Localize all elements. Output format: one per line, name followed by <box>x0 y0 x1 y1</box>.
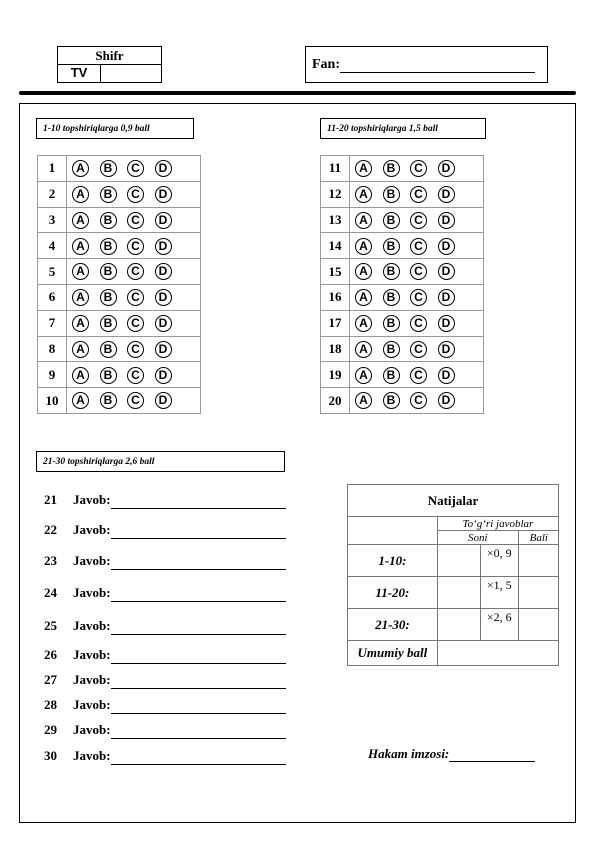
option-bubble-c[interactable]: C <box>410 212 427 229</box>
option-bubble-d[interactable]: D <box>438 392 455 409</box>
mc-grid-1-10 <box>37 155 201 414</box>
option-bubble-b[interactable]: B <box>383 160 400 177</box>
option-bubble-d[interactable]: D <box>438 238 455 255</box>
result-row-cells <box>437 609 518 641</box>
question-row <box>321 362 484 388</box>
subject-box <box>305 46 548 83</box>
option-bubble-b[interactable]: B <box>383 212 400 229</box>
answer-options <box>350 310 484 336</box>
option-bubble-d[interactable]: D <box>155 238 172 255</box>
answer-field[interactable] <box>111 621 286 635</box>
answer-number: 23 <box>44 553 57 568</box>
option-bubble-a[interactable]: A <box>355 238 372 255</box>
cipher-tv-label: TV <box>58 64 101 82</box>
option-bubble-d[interactable]: D <box>438 289 455 306</box>
answer-field[interactable] <box>111 588 286 602</box>
question-number: 20 <box>321 388 350 414</box>
question-number: 3 <box>38 207 67 233</box>
question-number: 19 <box>321 362 350 388</box>
option-bubble-d[interactable]: D <box>438 263 455 280</box>
option-bubble-a[interactable]: A <box>72 186 89 203</box>
answer-label: Javob: <box>73 618 111 633</box>
question-number: 14 <box>321 233 350 259</box>
option-bubble-b[interactable]: B <box>383 289 400 306</box>
answer-options <box>67 336 201 362</box>
answer-options <box>350 388 484 414</box>
question-row <box>38 207 201 233</box>
question-number: 17 <box>321 310 350 336</box>
judge-signature <box>368 746 535 762</box>
option-bubble-c[interactable]: C <box>127 238 144 255</box>
multiplier: ×2, 6 <box>486 610 512 624</box>
question-number: 16 <box>321 284 350 310</box>
question-row <box>38 259 201 285</box>
option-bubble-b[interactable]: B <box>383 315 400 332</box>
option-bubble-d[interactable]: D <box>438 315 455 332</box>
count-header: Soni <box>437 531 518 545</box>
option-bubble-d[interactable]: D <box>155 341 172 358</box>
option-bubble-b[interactable]: B <box>383 263 400 280</box>
option-bubble-d[interactable]: D <box>155 212 172 229</box>
answer-row <box>44 646 286 664</box>
cipher-box <box>57 46 162 83</box>
option-bubble-b[interactable]: B <box>100 315 117 332</box>
option-bubble-a[interactable]: A <box>72 367 89 384</box>
question-number: 10 <box>38 388 67 414</box>
option-bubble-b[interactable]: B <box>383 186 400 203</box>
answer-options <box>350 207 484 233</box>
option-bubble-c[interactable]: C <box>127 186 144 203</box>
answer-number: 26 <box>44 647 57 662</box>
option-bubble-d[interactable]: D <box>438 212 455 229</box>
answer-label: Javob: <box>73 647 111 662</box>
answer-row <box>44 521 286 539</box>
answer-options <box>350 181 484 207</box>
answer-row <box>44 696 286 714</box>
multiplier: ×1, 5 <box>486 578 512 592</box>
question-number: 12 <box>321 181 350 207</box>
option-bubble-c[interactable]: C <box>410 315 427 332</box>
mc-grid-11-20 <box>320 155 484 414</box>
answer-number: 21 <box>44 492 57 507</box>
answer-options <box>350 259 484 285</box>
option-bubble-d[interactable]: D <box>155 263 172 280</box>
subject-field[interactable] <box>340 60 535 73</box>
option-bubble-b[interactable]: B <box>100 367 117 384</box>
answer-label: Javob: <box>73 522 111 537</box>
option-bubble-b[interactable]: B <box>383 238 400 255</box>
question-number: 2 <box>38 181 67 207</box>
header-divider <box>19 91 576 95</box>
answer-row <box>44 747 286 765</box>
answer-options <box>67 207 201 233</box>
question-number: 18 <box>321 336 350 362</box>
score-cell[interactable] <box>518 577 558 609</box>
option-bubble-c[interactable]: C <box>127 160 144 177</box>
option-bubble-a[interactable]: A <box>72 263 89 280</box>
option-bubble-a[interactable]: A <box>355 263 372 280</box>
question-row <box>321 207 484 233</box>
option-bubble-b[interactable]: B <box>383 341 400 358</box>
option-bubble-a[interactable]: A <box>355 341 372 358</box>
answer-options <box>350 284 484 310</box>
judge-signature-field[interactable] <box>449 748 535 762</box>
question-row <box>38 310 201 336</box>
answer-number: 24 <box>44 585 57 600</box>
option-bubble-c[interactable]: C <box>410 341 427 358</box>
question-row <box>321 388 484 414</box>
question-row <box>38 362 201 388</box>
score-cell[interactable] <box>518 545 558 577</box>
result-row-cells <box>437 577 518 609</box>
answer-number: 28 <box>44 697 57 712</box>
answer-row <box>44 671 286 689</box>
question-number: 7 <box>38 310 67 336</box>
answer-field[interactable] <box>111 751 286 765</box>
answer-options <box>67 388 201 414</box>
option-bubble-a[interactable]: A <box>355 212 372 229</box>
option-bubble-a[interactable]: A <box>72 212 89 229</box>
answer-row <box>44 617 286 635</box>
option-bubble-a[interactable]: A <box>355 186 372 203</box>
option-bubble-a[interactable]: A <box>72 160 89 177</box>
question-row <box>38 233 201 259</box>
option-bubble-c[interactable]: C <box>127 212 144 229</box>
question-number: 1 <box>38 156 67 182</box>
option-bubble-d[interactable]: D <box>438 367 455 384</box>
answer-options <box>67 259 201 285</box>
answer-number: 25 <box>44 618 57 633</box>
answer-field[interactable] <box>111 525 286 539</box>
option-bubble-b[interactable]: B <box>100 212 117 229</box>
answer-options <box>350 362 484 388</box>
option-bubble-b[interactable]: B <box>100 238 117 255</box>
option-bubble-d[interactable]: D <box>155 186 172 203</box>
option-bubble-a[interactable]: A <box>72 392 89 409</box>
question-number: 13 <box>321 207 350 233</box>
answer-field[interactable] <box>111 495 286 509</box>
answer-options <box>67 362 201 388</box>
option-bubble-b[interactable]: B <box>100 186 117 203</box>
option-bubble-c[interactable]: C <box>127 315 144 332</box>
result-row-cells <box>437 545 518 577</box>
option-bubble-c[interactable]: C <box>127 341 144 358</box>
option-bubble-c[interactable]: C <box>127 289 144 306</box>
answer-label: Javob: <box>73 697 111 712</box>
section-1-label: 1-10 topshiriqlarga 0,9 ball <box>36 118 194 139</box>
option-bubble-a[interactable]: A <box>72 289 89 306</box>
multiplier: ×0, 9 <box>486 546 512 560</box>
option-bubble-b[interactable]: B <box>100 160 117 177</box>
answer-options <box>67 310 201 336</box>
option-bubble-c[interactable]: C <box>410 263 427 280</box>
section-3-label: 21-30 topshiriqlarga 2,6 ball <box>36 451 285 472</box>
answer-field[interactable] <box>111 700 286 714</box>
result-row-label: 1-10: <box>348 545 438 577</box>
question-row <box>321 310 484 336</box>
question-number: 6 <box>38 284 67 310</box>
answer-label: Javob: <box>73 748 111 763</box>
option-bubble-a[interactable]: A <box>355 315 372 332</box>
question-row <box>38 156 201 182</box>
cipher-title: Shifr <box>58 47 161 65</box>
question-number: 11 <box>321 156 350 182</box>
option-bubble-b[interactable]: B <box>100 263 117 280</box>
option-bubble-a[interactable]: A <box>355 160 372 177</box>
judge-signature-label: Hakam imzosi: <box>368 746 450 761</box>
question-row <box>321 336 484 362</box>
option-bubble-d[interactable]: D <box>155 315 172 332</box>
question-row <box>38 284 201 310</box>
answer-row <box>44 721 286 739</box>
option-bubble-d[interactable]: D <box>155 160 172 177</box>
option-bubble-c[interactable]: C <box>410 367 427 384</box>
question-row <box>38 181 201 207</box>
answer-number: 29 <box>44 722 57 737</box>
option-bubble-c[interactable]: C <box>410 392 427 409</box>
answer-field[interactable] <box>111 725 286 739</box>
answer-row <box>44 491 286 509</box>
answer-field[interactable] <box>111 556 286 570</box>
option-bubble-d[interactable]: D <box>155 392 172 409</box>
option-bubble-c[interactable]: C <box>127 263 144 280</box>
option-bubble-a[interactable]: A <box>72 238 89 255</box>
option-bubble-b[interactable]: B <box>383 367 400 384</box>
option-bubble-b[interactable]: B <box>100 289 117 306</box>
question-number: 8 <box>38 336 67 362</box>
answer-label: Javob: <box>73 672 111 687</box>
answer-row <box>44 552 286 570</box>
question-row <box>321 284 484 310</box>
option-bubble-c[interactable]: C <box>410 238 427 255</box>
option-bubble-b[interactable]: B <box>100 341 117 358</box>
option-bubble-b[interactable]: B <box>383 392 400 409</box>
results-table <box>347 484 559 666</box>
answer-number: 30 <box>44 748 57 763</box>
answer-field[interactable] <box>111 675 286 689</box>
option-bubble-d[interactable]: D <box>155 289 172 306</box>
count-cell[interactable] <box>438 609 481 640</box>
option-bubble-b[interactable]: B <box>100 392 117 409</box>
question-row <box>38 388 201 414</box>
answer-label: Javob: <box>73 722 111 737</box>
answer-options <box>350 233 484 259</box>
option-bubble-d[interactable]: D <box>438 160 455 177</box>
answer-label: Javob: <box>73 492 111 507</box>
result-row-label: 11-20: <box>348 577 438 609</box>
score-cell[interactable] <box>518 609 558 641</box>
total-cell[interactable] <box>437 641 558 666</box>
answer-label: Javob: <box>73 553 111 568</box>
option-bubble-c[interactable]: C <box>410 160 427 177</box>
option-bubble-c[interactable]: C <box>410 289 427 306</box>
count-cell[interactable] <box>438 577 481 608</box>
result-row-label: 21-30: <box>348 609 438 641</box>
option-bubble-c[interactable]: C <box>127 392 144 409</box>
answer-options <box>350 156 484 182</box>
option-bubble-d[interactable]: D <box>438 186 455 203</box>
answer-number: 22 <box>44 522 57 537</box>
section-2-label: 11-20 topshiriqlarga 1,5 ball <box>320 118 486 139</box>
answer-number: 27 <box>44 672 57 687</box>
question-number: 5 <box>38 259 67 285</box>
option-bubble-a[interactable]: A <box>355 367 372 384</box>
answer-options <box>67 284 201 310</box>
question-row <box>321 181 484 207</box>
question-row <box>321 156 484 182</box>
results-blank-cell <box>348 517 438 545</box>
answer-field[interactable] <box>111 650 286 664</box>
question-row <box>38 336 201 362</box>
question-row <box>321 259 484 285</box>
option-bubble-d[interactable]: D <box>155 367 172 384</box>
option-bubble-a[interactable]: A <box>72 341 89 358</box>
count-cell[interactable] <box>438 545 481 576</box>
answer-options <box>67 233 201 259</box>
results-title: Natijalar <box>348 485 559 517</box>
option-bubble-c[interactable]: C <box>127 367 144 384</box>
option-bubble-d[interactable]: D <box>438 341 455 358</box>
question-row <box>321 233 484 259</box>
total-label: Umumiy ball <box>348 641 438 666</box>
question-number: 15 <box>321 259 350 285</box>
answer-label: Javob: <box>73 585 111 600</box>
answer-options <box>67 181 201 207</box>
answer-options <box>350 336 484 362</box>
option-bubble-a[interactable]: A <box>355 392 372 409</box>
option-bubble-c[interactable]: C <box>410 186 427 203</box>
correct-answers-header: To‘g‘ri javoblar <box>437 517 558 531</box>
option-bubble-a[interactable]: A <box>355 289 372 306</box>
subject-label: Fan: <box>312 57 340 72</box>
answer-options <box>67 156 201 182</box>
question-number: 4 <box>38 233 67 259</box>
question-number: 9 <box>38 362 67 388</box>
answer-row <box>44 584 286 602</box>
option-bubble-a[interactable]: A <box>72 315 89 332</box>
score-header: Bali <box>518 531 558 545</box>
